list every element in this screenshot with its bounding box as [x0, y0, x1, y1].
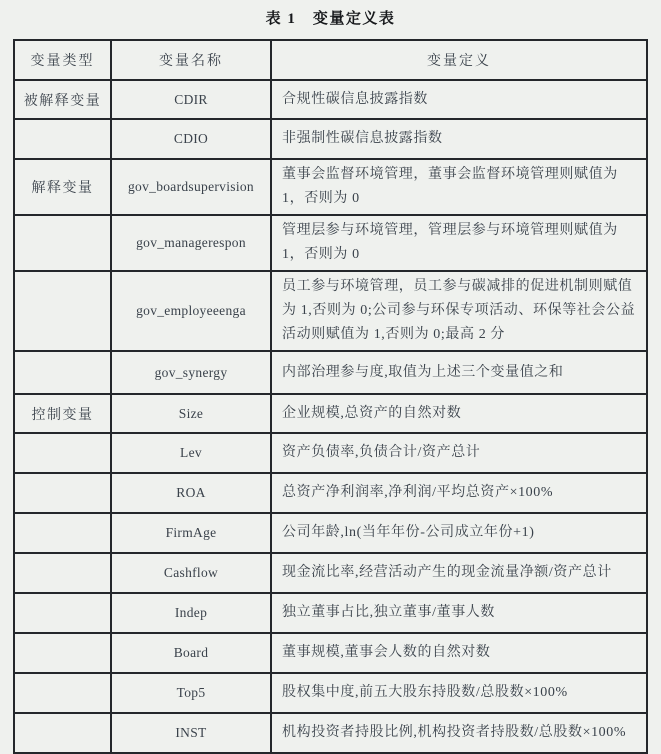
- cell-variable-name: ROA: [111, 473, 271, 513]
- cell-variable-type: [14, 553, 111, 593]
- table-row: [14, 513, 647, 553]
- cell-variable-definition: 总资产净利润率,净利润/平均总资产×100%: [271, 473, 647, 513]
- table-row: [14, 119, 647, 159]
- header-row: [14, 40, 647, 80]
- cell-variable-definition: 公司年龄,ln(当年年份-公司成立年份+1): [271, 513, 647, 553]
- cell-variable-definition: 企业规模,总资产的自然对数: [271, 394, 647, 433]
- cell-variable-name: Board: [111, 633, 271, 673]
- cell-variable-definition: 合规性碳信息披露指数: [271, 80, 647, 119]
- cell-variable-type: [14, 593, 111, 633]
- table-row: [14, 351, 647, 394]
- cell-variable-definition: 机构投资者持股比例,机构投资者持股数/总股数×100%: [271, 713, 647, 753]
- table-body: [14, 80, 647, 753]
- table-row: [14, 633, 647, 673]
- table-row: [14, 713, 647, 753]
- cell-variable-name: Cashflow: [111, 553, 271, 593]
- table-row: [14, 473, 647, 513]
- table-row: [14, 80, 647, 119]
- cell-variable-name: Size: [111, 394, 271, 433]
- cell-variable-type: [14, 433, 111, 473]
- cell-variable-type: [14, 119, 111, 159]
- cell-variable-definition: 股权集中度,前五大股东持股数/总股数×100%: [271, 673, 647, 713]
- table-row: [14, 673, 647, 713]
- table-row: [14, 215, 647, 271]
- cell-variable-name: gov_managerespon: [111, 215, 271, 271]
- cell-variable-name: Lev: [111, 433, 271, 473]
- table-row: [14, 593, 647, 633]
- cell-variable-definition: 员工参与环境管理，员工参与碳减排的促进机制则赋值为 1,否则为 0;公司参与环保专项活动、环保等社会公益活动则赋值为 1,否则为 0;最高 2 分: [271, 271, 647, 351]
- table-row: [14, 553, 647, 593]
- cell-variable-definition: 非强制性碳信息披露指数: [271, 119, 647, 159]
- cell-variable-definition: 内部治理参与度,取值为上述三个变量值之和: [271, 351, 647, 394]
- cell-variable-definition: 管理层参与环境管理，管理层参与环境管理则赋值为 1，否则为 0: [271, 215, 647, 271]
- variable-definition-table: [13, 39, 648, 754]
- cell-variable-name: CDIO: [111, 119, 271, 159]
- cell-variable-type: [14, 673, 111, 713]
- cell-variable-type: [14, 713, 111, 753]
- cell-variable-name: gov_synergy: [111, 351, 271, 394]
- cell-variable-name: gov_employeeenga: [111, 271, 271, 351]
- cell-variable-name: Top5: [111, 673, 271, 713]
- cell-variable-name: Indep: [111, 593, 271, 633]
- table-title: 表 1 变量定义表: [265, 11, 396, 27]
- cell-variable-definition: 董事规模,董事会人数的自然对数: [271, 633, 647, 673]
- table-header: [14, 40, 647, 80]
- cell-variable-definition: 资产负债率,负债合计/资产总计: [271, 433, 647, 473]
- cell-variable-type: [14, 473, 111, 513]
- cell-variable-definition: 独立董事占比,独立董事/董事人数: [271, 593, 647, 633]
- cell-variable-type: [14, 215, 111, 271]
- cell-variable-type: 解释变量: [14, 159, 111, 215]
- cell-variable-type: [14, 271, 111, 351]
- column-header-variable-type: 变量类型: [14, 40, 111, 80]
- table-row: [14, 271, 647, 351]
- cell-variable-definition: 董事会监督环境管理，董事会监督环境管理则赋值为 1，否则为 0: [271, 159, 647, 215]
- cell-variable-name: gov_boardsupervision: [111, 159, 271, 215]
- table-row: [14, 433, 647, 473]
- column-header-variable-name: 变量名称: [111, 40, 271, 80]
- cell-variable-type: 被解释变量: [14, 80, 111, 119]
- cell-variable-name: INST: [111, 713, 271, 753]
- cell-variable-type: [14, 633, 111, 673]
- cell-variable-name: CDIR: [111, 80, 271, 119]
- cell-variable-type: [14, 513, 111, 553]
- table-row: [14, 394, 647, 433]
- table-row: [14, 159, 647, 215]
- cell-variable-definition: 现金流比率,经营活动产生的现金流量净额/资产总计: [271, 553, 647, 593]
- cell-variable-type: 控制变量: [14, 394, 111, 433]
- cell-variable-type: [14, 351, 111, 394]
- cell-variable-name: FirmAge: [111, 513, 271, 553]
- column-header-variable-definition: 变量定义: [271, 40, 647, 80]
